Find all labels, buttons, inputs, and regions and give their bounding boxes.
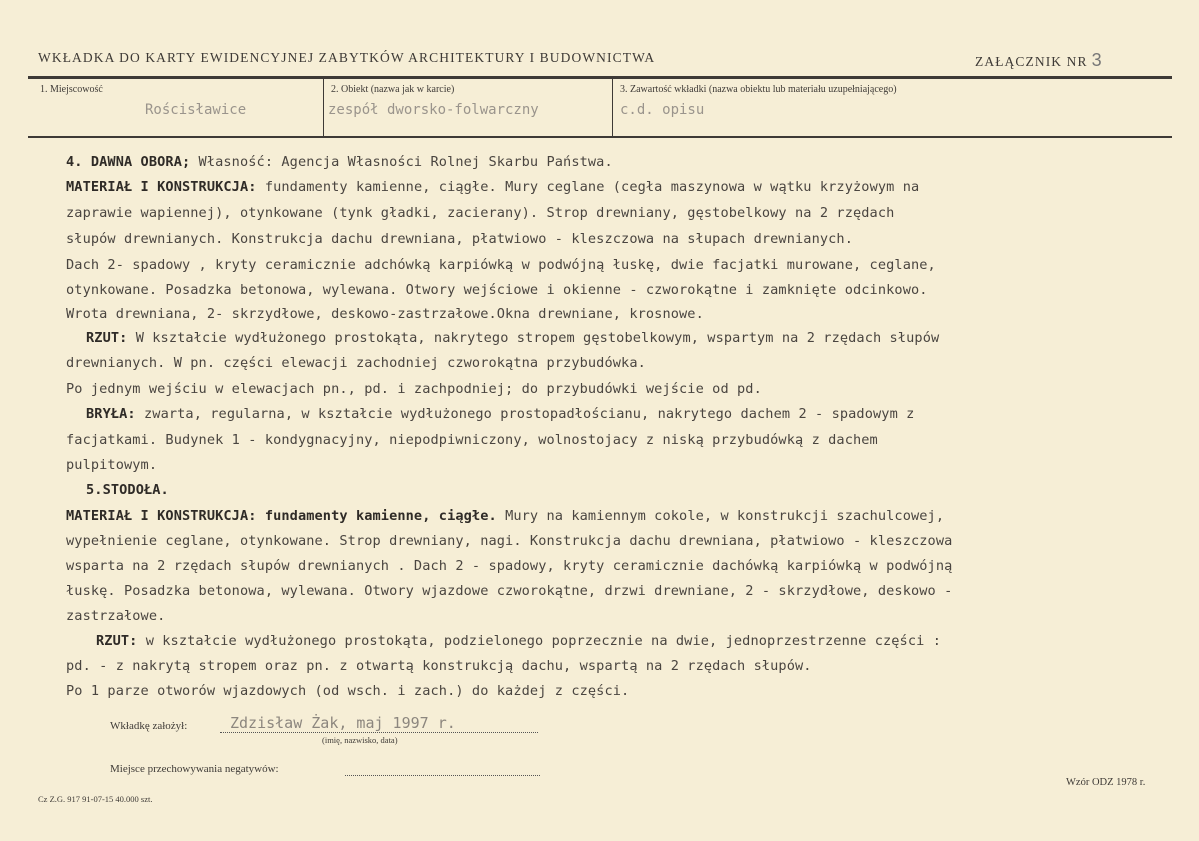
text-line — [66, 154, 613, 170]
author-hint: (imię, nazwisko, data) — [322, 735, 398, 745]
text-line: łuskę. Posadzka betonowa, wylewana. Otwory wjazdowe czworokątne, drzwi drewniane, 2 - skrzydłowe, deskowo - — [66, 583, 953, 599]
text-line: facjatkami. Budynek 1 - kondygnacyjny, niepodpiwniczony, wolnostojacy z niską przybudówką z dachem — [66, 432, 878, 448]
text-line — [66, 179, 919, 195]
text-line: pd. - z nakrytą stropem oraz pn. z otwartą konstrukcją dachu, wspartą na 2 rzędach słupów. — [66, 658, 812, 674]
object-value: zespół dworsko-folwarczny — [328, 102, 539, 118]
field-divider-2 — [612, 79, 613, 137]
text-run: zwarta, regularna, w kształcie wydłużonego prostopadłościanu, nakrytego dachem 2 - spadowym z — [135, 406, 915, 422]
text-run: w kształcie wydłużonego prostokąta, podzielonego poprzecznie na dwie, jednoprzestrzenne części : — [137, 633, 941, 649]
text-line: zaprawie wapiennej), otynkowane (tynk gładki, zacierany). Strop drewniany, gęstobelkowy na 2 rzędach — [66, 205, 895, 221]
annex-label — [975, 50, 1103, 71]
text-line: drewnianych. W pn. części elewacji zachodniej czworokątna przybudówka. — [66, 355, 646, 371]
negatives-label: Miejsce przechowywania negatywów: — [110, 763, 279, 775]
subsection-heading: MATERIAŁ I KONSTRUKCJA: — [66, 179, 257, 195]
text-line — [86, 406, 914, 422]
text-line: otynkowane. Posadzka betonowa, wylewana. Otwory wejściowe i okienne - czworokątne i zamknięte odcinkowo. — [66, 282, 928, 298]
section-heading: 4. DAWNA OBORA; — [66, 154, 191, 170]
form-model: Wzór ODZ 1978 r. — [1066, 777, 1146, 788]
content-value: c.d. opisu — [620, 102, 705, 118]
subsection-heading: RZUT: — [96, 633, 138, 649]
text-line: Po 1 parze otworów wjazdowych (od wsch. i zach.) do każdej z części. — [66, 683, 630, 699]
author-label: Wkładkę założył: — [110, 720, 188, 732]
field-divider-1 — [323, 79, 324, 137]
text-line — [86, 482, 169, 498]
text-line — [96, 633, 941, 649]
text-line: słupów drewnianych. Konstrukcja dachu drewniana, płatwiowo - kleszczowa na słupach drewnianych. — [66, 231, 853, 247]
text-line: wypełnienie ceglane, otynkowane. Strop drewniany, nagi. Konstrukcja dachu drewniana, płatwiowo - kleszczowa — [66, 533, 953, 549]
section-heading: 5.STODOŁA. — [86, 482, 169, 498]
text-run: Własność: Agencja Własności Rolnej Skarbu Państwa. — [190, 154, 613, 170]
subsection-heading: RZUT: — [86, 330, 128, 346]
text-line: wsparta na 2 rzędach słupów drewnianych . Dach 2 - spadowy, kryty ceramicznie dachówką karpiówką w podwójną — [66, 558, 953, 574]
locality-label: 1. Miejscowość — [40, 84, 103, 95]
text-line: zastrzałowe. — [66, 608, 166, 624]
content-label: 3. Zawartość wkładki (nazwa obiektu lub materiału uzupełniającego) — [620, 84, 897, 95]
text-run: Mury na kamiennym cokole, w konstrukcji szachulcowej, — [496, 508, 945, 524]
text-line — [66, 508, 944, 524]
annex-number: 3 — [1091, 50, 1103, 70]
subsection-heading: MATERIAŁ I KONSTRUKCJA: fundamenty kamienne, ciągłe. — [66, 508, 497, 524]
text-line: Po jednym wejściu w elewacjach pn., pd. i zachpodniej; do przybudówki wejście od pd. — [66, 381, 762, 397]
form-title: WKŁADKA DO KARTY EWIDENCYJNEJ ZABYTKÓW ARCHITEKTURY I BUDOWNICTWA — [38, 50, 656, 65]
annex-label-text: ZAŁĄCZNIK NR — [975, 54, 1088, 69]
subsection-heading: BRYŁA: — [86, 406, 136, 422]
negatives-dotted-line — [345, 775, 540, 776]
print-info: Cz Z.G. 917 91-07-15 40.000 szt. — [38, 794, 153, 804]
author-dotted-line — [220, 732, 538, 733]
fields-rule — [28, 136, 1172, 138]
text-run: fundamenty kamienne, ciągłe. Mury ceglane (cegła maszynowa w wątku krzyżowym na — [256, 179, 920, 195]
text-line — [86, 330, 939, 346]
text-line: Wrota drewniana, 2- skrzydłowe, deskowo-zastrzałowe.Okna drewniane, krosnowe. — [66, 306, 704, 322]
object-label: 2. Obiekt (nazwa jak w karcie) — [331, 84, 455, 95]
locality-value: Rościsławice — [145, 102, 247, 118]
text-line: Dach 2- spadowy , kryty ceramicznie adchówką karpiówką w podwójną łuskę, dwie facjatki murowane, ceglane, — [66, 257, 936, 273]
text-run: W kształcie wydłużonego prostokąta, nakrytego stropem gęstobelkowym, wspartym na 2 rzędach słupów — [127, 330, 940, 346]
author-value: Zdzisław Żak, maj 1997 r. — [230, 714, 456, 732]
text-line: pulpitowym. — [66, 457, 158, 473]
header-rule — [28, 76, 1172, 79]
